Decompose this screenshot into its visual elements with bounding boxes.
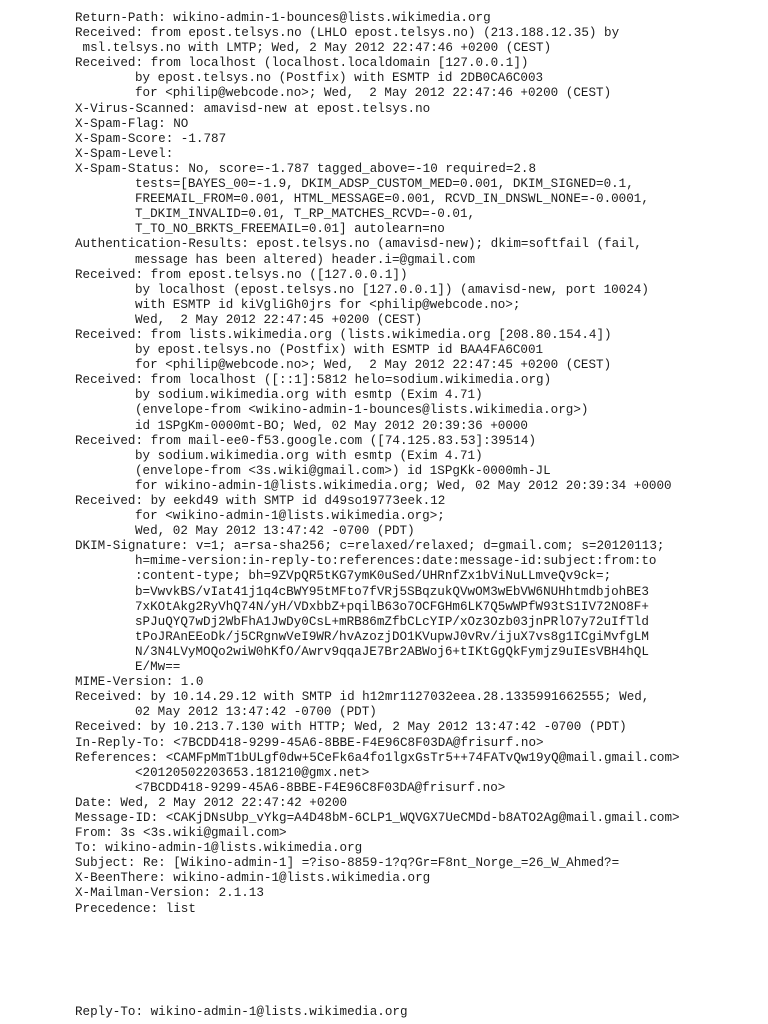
header-line: X-Spam-Status: No, score=-1.787 tagged_above=-10 required=2.8 — [75, 161, 537, 176]
header-line: X-Mailman-Version: 2.1.13 — [75, 886, 264, 901]
header-line: MIME-Version: 1.0 — [75, 675, 204, 690]
header-line: 7xKOtAkg2RyVhQ74N/yH/VDxbbZ+pqilB63o7OCFGHm6LK7Q5wWPfW93tS1IV72NO8F+ — [135, 599, 649, 614]
header-line: References: <CAMFpMmT1bULgf0dw+5CeFk6a4fo1lgxGsTr5++74FATvQw19yQ@mail.gmail.com> — [75, 750, 680, 765]
header-line: X-Spam-Score: -1.787 — [75, 131, 227, 146]
header-line: Received: from epost.telsys.no (LHLO epost.telsys.no) (213.188.12.35) by — [75, 26, 620, 41]
header-line: with ESMTP id kiVgliGh0jrs for <philip@webcode.no>; — [135, 297, 521, 312]
header-line: sPJuQYQ7wDj2WbFhA1JwDy0CsL+mRB86mZfbCLcYIP/xOz3Ozb03jnPRlO7y72uIfTld — [135, 614, 649, 629]
header-line: X-Spam-Level: — [75, 146, 174, 161]
header-line: To: wikino-admin-1@lists.wikimedia.org — [75, 841, 363, 856]
header-line: message has been altered) header.i=@gmail.com — [135, 252, 476, 267]
header-line: by epost.telsys.no (Postfix) with ESMTP id BAA4FA6C001 — [135, 343, 544, 358]
header-line: Received: from lists.wikimedia.org (lists.wikimedia.org [208.80.154.4]) — [75, 327, 612, 342]
header-line: Wed, 02 May 2012 13:47:42 -0700 (PDT) — [135, 524, 415, 539]
header-line: Received: from localhost (localhost.localdomain [127.0.0.1]) — [75, 56, 529, 71]
header-line: Subject: Re: [Wikino-admin-1] =?iso-8859-1?q?Gr=F8nt_Norge_=26_W_Ahmed?= — [75, 856, 620, 871]
header-line: <7BCDD418-9299-45A6-8BBE-F4E96C8F03DA@frisurf.no> — [135, 780, 506, 795]
header-line: id 1SPgKm-0000mt-BO; Wed, 02 May 2012 20:39:36 +0000 — [135, 418, 528, 433]
header-line: Return-Path: wikino-admin-1-bounces@lists.wikimedia.org — [75, 11, 491, 25]
header-line: Received: from localhost ([::1]:5812 helo=sodium.wikimedia.org) — [75, 373, 552, 388]
header-line: Precedence: list — [75, 901, 196, 916]
header-line: X-BeenThere: wikino-admin-1@lists.wikimedia.org — [75, 871, 431, 886]
header-line: Received: from epost.telsys.no ([127.0.0.1]) — [75, 267, 408, 282]
header-line: Received: by 10.14.29.12 with SMTP id h12mr1127032eea.28.1335991662555; Wed, — [75, 690, 650, 705]
header-line: FREEMAIL_FROM=0.001, HTML_MESSAGE=0.001, RCVD_IN_DNSWL_NONE=-0.0001, — [135, 192, 649, 207]
header-line: 02 May 2012 13:47:42 -0700 (PDT) — [135, 705, 377, 720]
header-line: (envelope-from <3s.wiki@gmail.com>) id 1SPgKk-0000mh-JL — [135, 463, 551, 478]
header-line: Received: by eekd49 with SMTP id d49so19773eek.12 — [75, 494, 446, 508]
header-line: X-Virus-Scanned: amavisd-new at epost.telsys.no — [75, 101, 431, 116]
header-line: h=mime-version:in-reply-to:references:date:message-id:subject:from:to — [135, 554, 657, 569]
header-line: <20120502203653.181210@gmx.net> — [135, 765, 370, 780]
header-line: by localhost (epost.telsys.no [127.0.0.1]) (amavisd-new, port 10024) — [135, 282, 649, 297]
header-line: by sodium.wikimedia.org with esmtp (Exim 4.71) — [135, 448, 483, 463]
header-line: Date: Wed, 2 May 2012 22:47:42 +0200 — [75, 795, 348, 810]
reply-to-header: Reply-To: wikino-admin-1@lists.wikimedia.org — [75, 1005, 408, 1019]
header-line: (envelope-from <wikino-admin-1-bounces@lists.wikimedia.org>) — [135, 403, 589, 418]
header-line: by epost.telsys.no (Postfix) with ESMTP id 2DB0CA6C003 — [135, 71, 544, 86]
header-line: E/Mw== — [135, 660, 181, 675]
header-line: From: 3s <3s.wiki@gmail.com> — [75, 826, 287, 841]
header-line: Authentication-Results: epost.telsys.no (amavisd-new); dkim=softfail (fail, — [75, 237, 642, 252]
header-line: b=VwvkBS/vIat41j1q4cBWY95tMFto7fVRj5SBqzukQVwOM3wEbVW6NUHhtmdbjohBE3 — [135, 584, 649, 599]
header-line: for wikino-admin-1@lists.wikimedia.org; Wed, 02 May 2012 20:39:34 +0000 — [135, 478, 672, 493]
header-line: for <wikino-admin-1@lists.wikimedia.org>; — [135, 509, 445, 524]
header-line: tPoJRAnEEoDk/j5CRgnwVeI9WR/hvAzozjDO1KVupwJ0vRv/ijuX7vs8g1ICgiMvfgLM — [135, 629, 649, 644]
header-line: msl.telsys.no with LMTP; Wed, 2 May 2012 22:47:46 +0200 (CEST) — [75, 41, 552, 56]
header-line: T_TO_NO_BRKTS_FREEMAIL=0.01] autolearn=no — [135, 222, 445, 237]
header-line: tests=[BAYES_00=-1.9, DKIM_ADSP_CUSTOM_MED=0.001, DKIM_SIGNED=0.1, — [135, 177, 634, 192]
header-line: T_DKIM_INVALID=0.01, T_RP_MATCHES_RCVD=-0.01, — [135, 207, 476, 222]
header-line: Received: by 10.213.7.130 with HTTP; Wed, 2 May 2012 13:47:42 -0700 (PDT) — [75, 720, 627, 735]
header-line: Message-ID: <CAKjDNsUbp_vYkg=A4D48bM-6CLP1_WQVGX7UeCMDd-b8ATO2Ag@mail.gmail.com> — [75, 810, 680, 825]
header-line: for <philip@webcode.no>; Wed, 2 May 2012 22:47:45 +0200 (CEST) — [135, 358, 612, 373]
header-line: for <philip@webcode.no>; Wed, 2 May 2012 22:47:46 +0200 (CEST) — [135, 86, 612, 101]
header-line: Received: from mail-ee0-f53.google.com ([74.125.83.53]:39514) — [75, 433, 537, 448]
header-line: :content-type; bh=9ZVpQR5tKG7ymK0uSed/UHRnfZx1bViNuLLmveQv9ck=; — [135, 569, 612, 584]
header-line: X-Spam-Flag: NO — [75, 116, 189, 131]
email-headers — [75, 11, 765, 917]
header-line: N/3N4LVyMOQo2wiW0hKfO/Awrv9qqaJE7Br2ABWoj6+tIKtGgQkFymjz9uIEsVBH4hQL — [135, 644, 649, 659]
header-line: In-Reply-To: <7BCDD418-9299-45A6-8BBE-F4E96C8F03DA@frisurf.no> — [75, 735, 544, 750]
header-line: Wed, 2 May 2012 22:47:45 +0200 (CEST) — [135, 312, 423, 327]
header-line: by sodium.wikimedia.org with esmtp (Exim 4.71) — [135, 388, 483, 403]
header-line: DKIM-Signature: v=1; a=rsa-sha256; c=relaxed/relaxed; d=gmail.com; s=20120113; — [75, 539, 665, 554]
